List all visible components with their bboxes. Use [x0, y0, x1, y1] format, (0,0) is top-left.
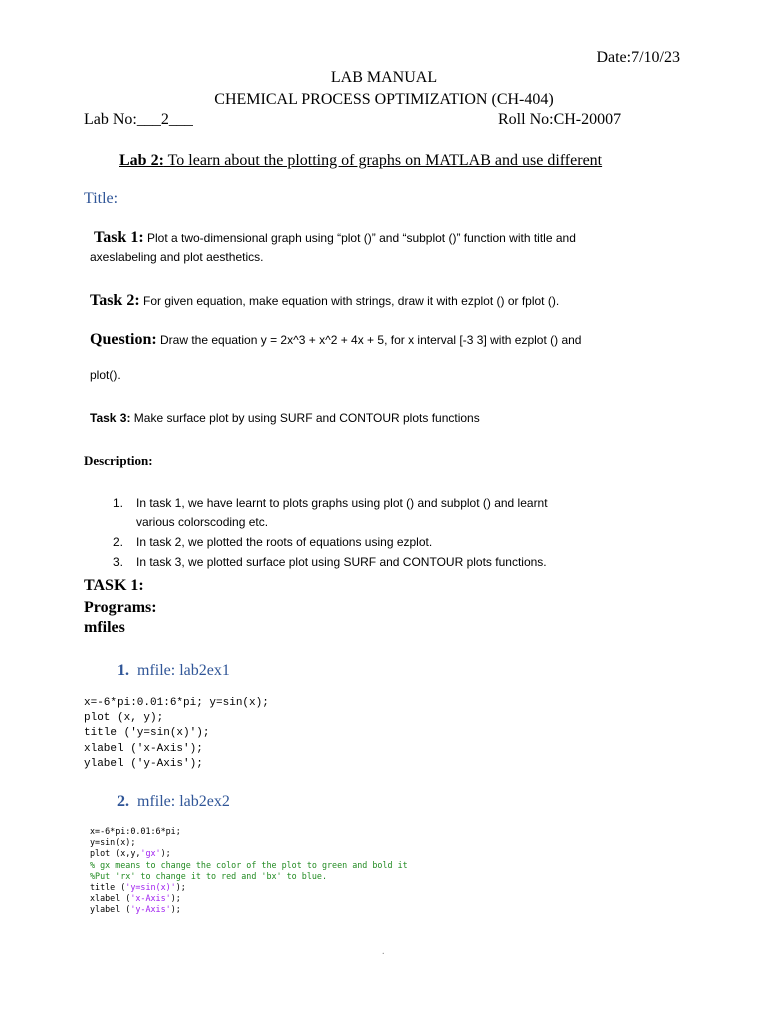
task2-lead: Task 2:	[90, 292, 140, 309]
programs-heading: Programs:	[84, 599, 157, 616]
code-string: 'y-Axis'	[130, 904, 171, 915]
code-line	[90, 882, 408, 893]
code-line: title ('y=sin(x)');	[84, 727, 210, 740]
description-label: Description:	[84, 453, 153, 468]
description-item-line: In task 2, we plotted the roots of equations using ezplot.	[136, 535, 433, 549]
code-text: );	[170, 893, 181, 904]
question-line	[90, 331, 581, 349]
code-line: plot (x, y);	[84, 712, 164, 725]
code-line: ylabel ('y-Axis');	[84, 757, 203, 770]
description-item-number: 1.	[113, 496, 124, 510]
code-line	[90, 893, 408, 904]
code-text: title (	[90, 882, 126, 893]
code-text: xlabel (	[90, 893, 131, 904]
question-continuation: plot().	[90, 368, 121, 382]
task3-line	[90, 411, 480, 425]
description-item-number: 3.	[113, 555, 124, 569]
task3-text: Make surface plot by using SURF and CONTOUR plots functions	[130, 411, 480, 425]
lab-heading-text: To learn about the plotting of graphs on MATLAB and use different	[163, 152, 603, 169]
task3-lead: Task 3:	[90, 411, 131, 425]
task1-lead: Task 1:	[94, 229, 144, 246]
code-line	[90, 848, 408, 859]
mfile2-code-block	[90, 826, 408, 916]
task1-heading: TASK 1:	[84, 577, 144, 594]
code-text: );	[175, 882, 186, 893]
question-lead: Question:	[90, 331, 157, 348]
code-text: ylabel (	[90, 904, 131, 915]
title-label: Title:	[84, 190, 119, 207]
code-line: x=-6*pi:0.01:6*pi;	[90, 826, 181, 836]
lab-number: Lab No:___2___	[84, 111, 193, 128]
task1-continuation: axeslabeling and plot aesthetics.	[90, 250, 264, 264]
mfile2-heading	[117, 793, 230, 811]
lab-heading	[119, 152, 602, 170]
code-line: x=-6*pi:0.01:6*pi; y=sin(x);	[84, 697, 269, 709]
code-string: 'x-Axis'	[130, 893, 171, 904]
code-line	[90, 904, 408, 915]
manual-title: LAB MANUAL	[330, 69, 438, 86]
mfile1-code-block	[84, 696, 269, 772]
footer-mark: .	[382, 946, 385, 957]
question-text: Draw the equation y = 2x^3 + x^2 + 4x + 5, for x interval [-3 3] with ezplot () and	[156, 333, 582, 347]
code-comment: % gx means to change the color of the plot to green and bold it	[90, 859, 408, 870]
task2-line	[90, 292, 559, 310]
description-item-number: 2.	[113, 535, 124, 549]
task1-line	[94, 229, 576, 247]
code-string: 'y=sin(x)'	[125, 882, 176, 893]
code-line: y=sin(x);	[90, 837, 136, 848]
description-item-line: In task 1, we have learnt to plots graphs using plot () and subplot () and learnt	[136, 496, 548, 510]
code-text: plot (x,y,	[90, 848, 141, 859]
mfile1-number: 1.	[117, 662, 129, 679]
code-comment: %Put 'rx' to change it to red and 'bx' to blue.	[90, 870, 327, 881]
code-text: );	[160, 848, 171, 859]
mfile1-name: mfile: lab2ex1	[137, 662, 230, 679]
roll-number: Roll No:CH-20007	[498, 111, 622, 128]
code-text: );	[170, 904, 181, 915]
description-item-line: In task 3, we plotted surface plot using SURF and CONTOUR plots functions.	[136, 555, 547, 569]
lab-heading-lead: Lab 2:	[119, 152, 164, 169]
mfiles-heading: mfiles	[84, 619, 125, 636]
mfile2-name: mfile: lab2ex2	[137, 793, 230, 810]
code-line: xlabel ('x-Axis');	[84, 742, 203, 755]
date-text: Date:7/10/23	[596, 49, 680, 66]
task2-text: For given equation, make equation with strings, draw it with ezplot () or fplot ().	[139, 294, 560, 308]
code-string: 'gx'	[140, 848, 161, 859]
course-title: CHEMICAL PROCESS OPTIMIZATION (CH-404)	[214, 91, 554, 108]
task1-text: Plot a two-dimensional graph using “plot ()” and “subplot ()” function with title and	[143, 231, 576, 245]
mfile1-heading	[117, 662, 230, 680]
mfile2-number: 2.	[117, 793, 129, 810]
description-item-line: various colorscoding etc.	[136, 515, 269, 529]
